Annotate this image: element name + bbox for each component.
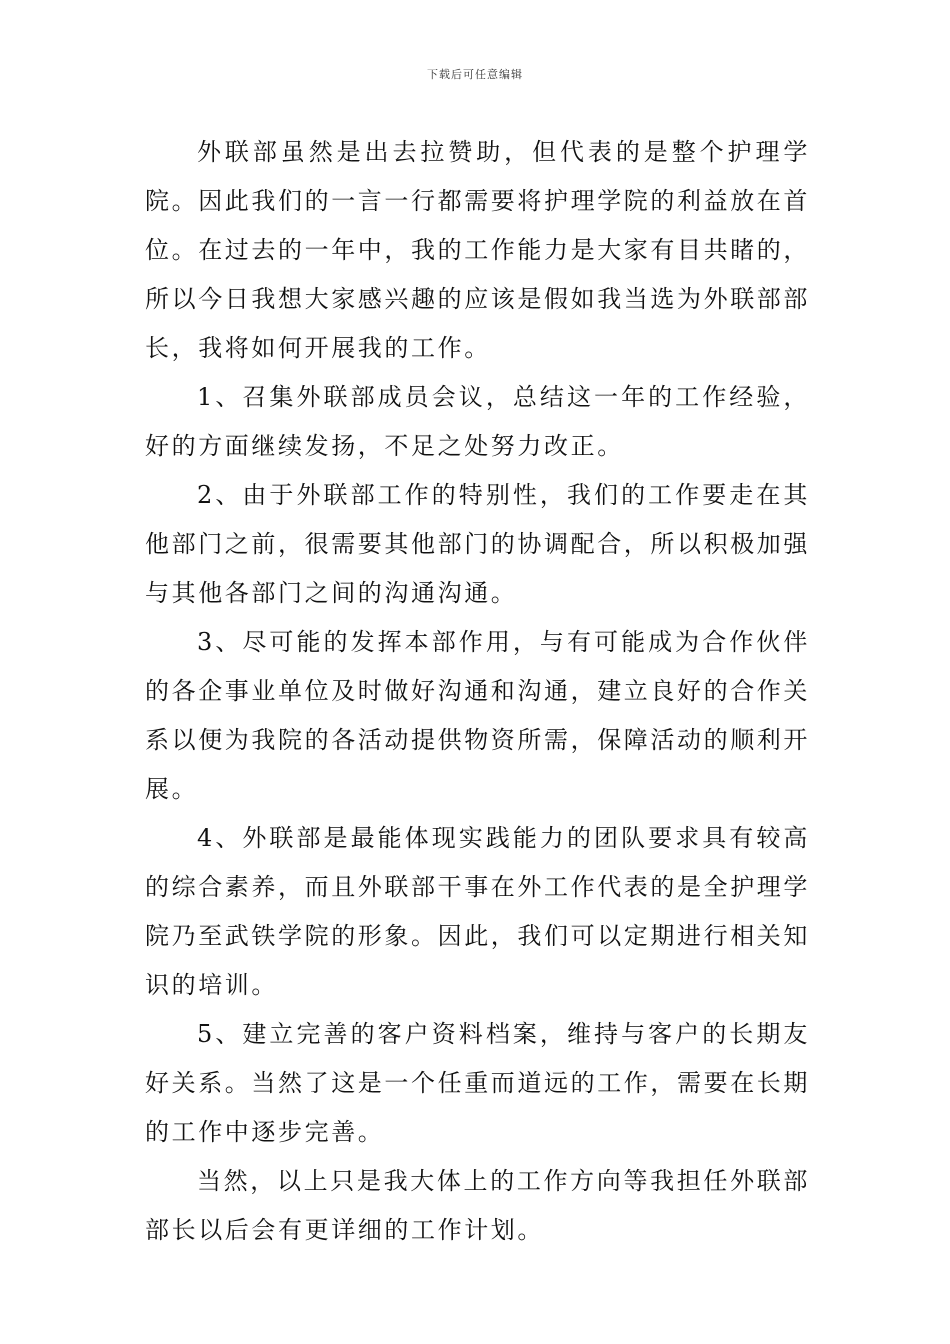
paragraph-item-1: 1、召集外联部成员会议，总结这一年的工作经验，好的方面继续发扬，不足之处努力改正。 [145,383,810,460]
document-body [145,128,810,1255]
paragraph-item-5: 5、建立完善的客户资料档案，维持与客户的长期友好关系。当然了这是一个任重而道远的工作，需要在长期的工作中逐步完善。 [145,1020,810,1146]
paragraph-closing: 当然，以上只是我大体上的工作方向等我担任外联部部长以后会有更详细的工作计划。 [145,1167,810,1244]
paragraph-item-2: 2、由于外联部工作的特别性，我们的工作要走在其他部门之前，很需要其他部门的协调配合，所以积极加强与其他各部门之间的沟通沟通。 [145,481,810,607]
header-note: 下载后可任意编辑 [427,68,523,81]
paragraph-item-3: 3、尽可能的发挥本部作用，与有可能成为合作伙伴的各企事业单位及时做好沟通和沟通，建立良好的合作关系以便为我院的各活动提供物资所需，保障活动的顺利开展。 [145,628,810,803]
paragraph-item-4: 4、外联部是最能体现实践能力的团队要求具有较高的综合素养，而且外联部干事在外工作代表的是全护理学院乃至武铁学院的形象。因此，我们可以定期进行相关知识的培训。 [145,824,810,999]
paragraph-intro: 外联部虽然是出去拉赞助，但代表的是整个护理学院。因此我们的一言一行都需要将护理学院的利益放在首位。在过去的一年中，我的工作能力是大家有目共睹的，所以今日我想大家感兴趣的应该是假如我当选为外联部部长，我将如何开展我的工作。 [145,138,810,362]
